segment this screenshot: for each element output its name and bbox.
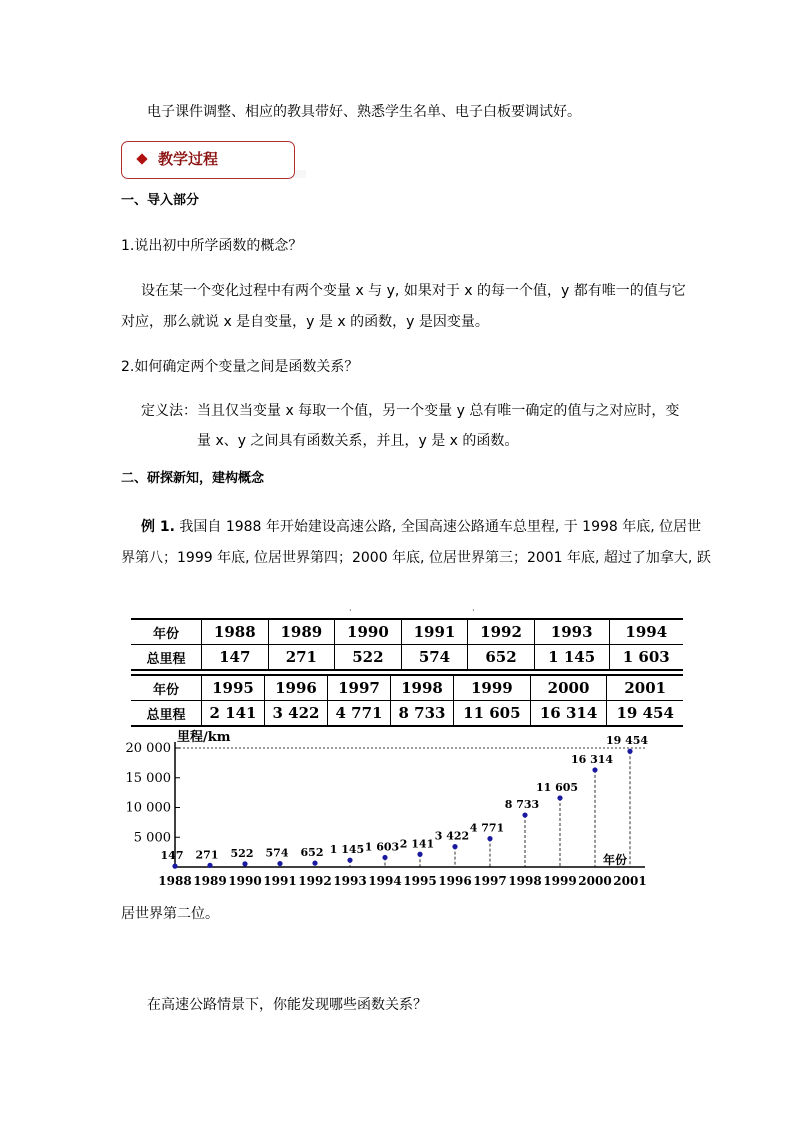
- data-label: 1 145: [329, 843, 365, 857]
- table-cell-mileage: 522: [335, 645, 402, 671]
- part2-heading: 二、研探新知，建构概念: [121, 471, 265, 486]
- data-point: [277, 861, 282, 866]
- data-point: [557, 795, 562, 800]
- table-cell-mileage: 16 314: [530, 701, 607, 727]
- row-label-year: 年份: [131, 619, 202, 645]
- table-cell-year: 2001: [607, 675, 683, 701]
- definition-2-line2: 量 x、y 之间具有函数关系，并且，y 是 x 的函数。: [197, 433, 519, 449]
- section-header: [121, 141, 295, 179]
- example-text-1: 我国自 1988 年开始建设高速公路, 全国高速公路通车总里程, 于 1998 年底, 位居世: [179, 519, 702, 535]
- data-point: [172, 864, 177, 869]
- question-2: 2.如何确定两个变量之间是函数关系？: [121, 359, 359, 375]
- intro-line: 电子课件调整、相应的教具带好、熟悉学生名单、电子白板要调试好。: [147, 104, 581, 120]
- table-cell-year: 1994: [609, 619, 683, 645]
- table-cell-year: 1997: [328, 675, 391, 701]
- example-line1: [141, 517, 701, 537]
- x-tick-label: 1995: [403, 874, 437, 888]
- diamond-icon: [136, 153, 147, 164]
- data-label: 19 454: [605, 734, 649, 748]
- row-label-mileage: 总里程: [131, 701, 202, 727]
- y-axis-label: 里程/km: [177, 730, 231, 745]
- table-cell-mileage: 271: [268, 645, 335, 671]
- table-cell-year: 1989: [268, 619, 335, 645]
- x-tick-label: 1996: [438, 874, 472, 888]
- data-label: 522: [230, 846, 254, 860]
- table-cell-mileage: 19 454: [607, 701, 683, 727]
- data-label: 11 605: [535, 780, 579, 794]
- table-cell-mileage: 1 603: [609, 645, 683, 671]
- x-tick-label: 1990: [228, 874, 262, 888]
- mileage-table-b: [131, 674, 683, 727]
- x-tick-label: 1992: [298, 874, 332, 888]
- table-cell-mileage: 574: [401, 645, 468, 671]
- table-cell-mileage: 8 733: [391, 701, 454, 727]
- data-label: 147: [160, 849, 184, 863]
- data-label: 2 141: [399, 837, 435, 851]
- data-point: [522, 812, 527, 817]
- example-label: 例 1.: [141, 519, 175, 535]
- definition-1-line2: 对应，那么就说 x 是自变量，y 是 x 的函数，y 是因变量。: [121, 314, 489, 330]
- y-tick-label: 20 000: [125, 741, 171, 756]
- data-label: 8 733: [504, 798, 540, 812]
- table-cell-mileage: 2 141: [202, 701, 265, 727]
- definition-2-line1: 定义法：当且仅当变量 x 每取一个值，另一个变量 y 总有唯一确定的值与之对应时，变: [141, 403, 680, 419]
- y-tick-label: 10 000: [125, 800, 171, 816]
- table-cell-year: 1996: [265, 675, 328, 701]
- decorative-dot: ·: [472, 606, 475, 615]
- y-tick-label: 5 000: [133, 830, 171, 846]
- data-point: [312, 861, 317, 866]
- data-point: [417, 852, 422, 857]
- table-cell-mileage: 1 145: [534, 645, 609, 671]
- data-label: 574: [265, 846, 289, 860]
- table-cell-year: 1992: [468, 619, 535, 645]
- data-label: 16 314: [570, 752, 614, 766]
- data-point: [242, 861, 247, 866]
- x-tick-label: 1994: [368, 874, 402, 888]
- mileage-chart: [110, 728, 650, 890]
- question-1: 1.说出初中所学函数的概念？: [121, 238, 303, 254]
- x-tick-label: 1999: [543, 874, 577, 888]
- table-cell-mileage: 4 771: [328, 701, 391, 727]
- table-cell-year: 1993: [534, 619, 609, 645]
- section-title: 教学过程: [158, 150, 219, 168]
- data-point: [592, 767, 597, 772]
- part1-heading: 一、导入部分: [121, 193, 200, 208]
- data-label: 1 603: [364, 840, 400, 854]
- x-tick-label: 2000: [578, 874, 612, 888]
- data-point: [487, 836, 492, 841]
- definition-1-line1: 设在某一个变化过程中有两个变量 x 与 y, 如果对于 x 的每一个值，y 都有唯一的值与它: [141, 283, 686, 299]
- y-tick-label: 15 000: [125, 770, 171, 786]
- data-point: [452, 844, 457, 849]
- mileage-table-a: [131, 618, 683, 671]
- data-point: [627, 749, 632, 754]
- table-cell-mileage: 652: [468, 645, 535, 671]
- row-label-mileage: 总里程: [131, 645, 202, 671]
- x-tick-label: 2001: [613, 874, 647, 888]
- table-cell-year: 1990: [335, 619, 402, 645]
- table-cell-year: 1988: [202, 619, 269, 645]
- table-cell-year: 1991: [401, 619, 468, 645]
- table-cell-year: 1999: [454, 675, 531, 701]
- row-label-year: 年份: [131, 675, 202, 701]
- x-tick-label: 1989: [193, 874, 227, 888]
- table-cell-year: 1998: [391, 675, 454, 701]
- example-line3: 居世界第二位。: [121, 906, 219, 922]
- x-tick-label: 1991: [263, 874, 297, 888]
- data-label: 4 771: [469, 821, 505, 835]
- decorative-dot: ·: [349, 606, 352, 615]
- example-line2: 界第八；1999 年底, 位居世界第四；2000 年底, 位居世界第三；2001 年底, 超过了加拿大, 跃: [121, 550, 711, 566]
- data-label: 3 422: [434, 829, 470, 843]
- x-tick-label: 1998: [508, 874, 542, 888]
- table-cell-mileage: 3 422: [265, 701, 328, 727]
- table-cell-mileage: 147: [202, 645, 269, 671]
- x-tick-label: 1988: [158, 874, 192, 888]
- data-point: [207, 863, 212, 868]
- closing-question: 在高速公路情景下，你能发现哪些函数关系？: [147, 997, 427, 1013]
- x-tick-label: 1993: [333, 874, 367, 888]
- data-point: [347, 858, 352, 863]
- data-point: [382, 855, 387, 860]
- x-tick-label: 1997: [473, 874, 507, 888]
- data-label: 271: [195, 848, 219, 862]
- table-cell-mileage: 11 605: [454, 701, 531, 727]
- x-axis-label: 年份: [603, 853, 628, 867]
- data-label: 652: [300, 846, 324, 860]
- table-cell-year: 2000: [530, 675, 607, 701]
- table-cell-year: 1995: [202, 675, 265, 701]
